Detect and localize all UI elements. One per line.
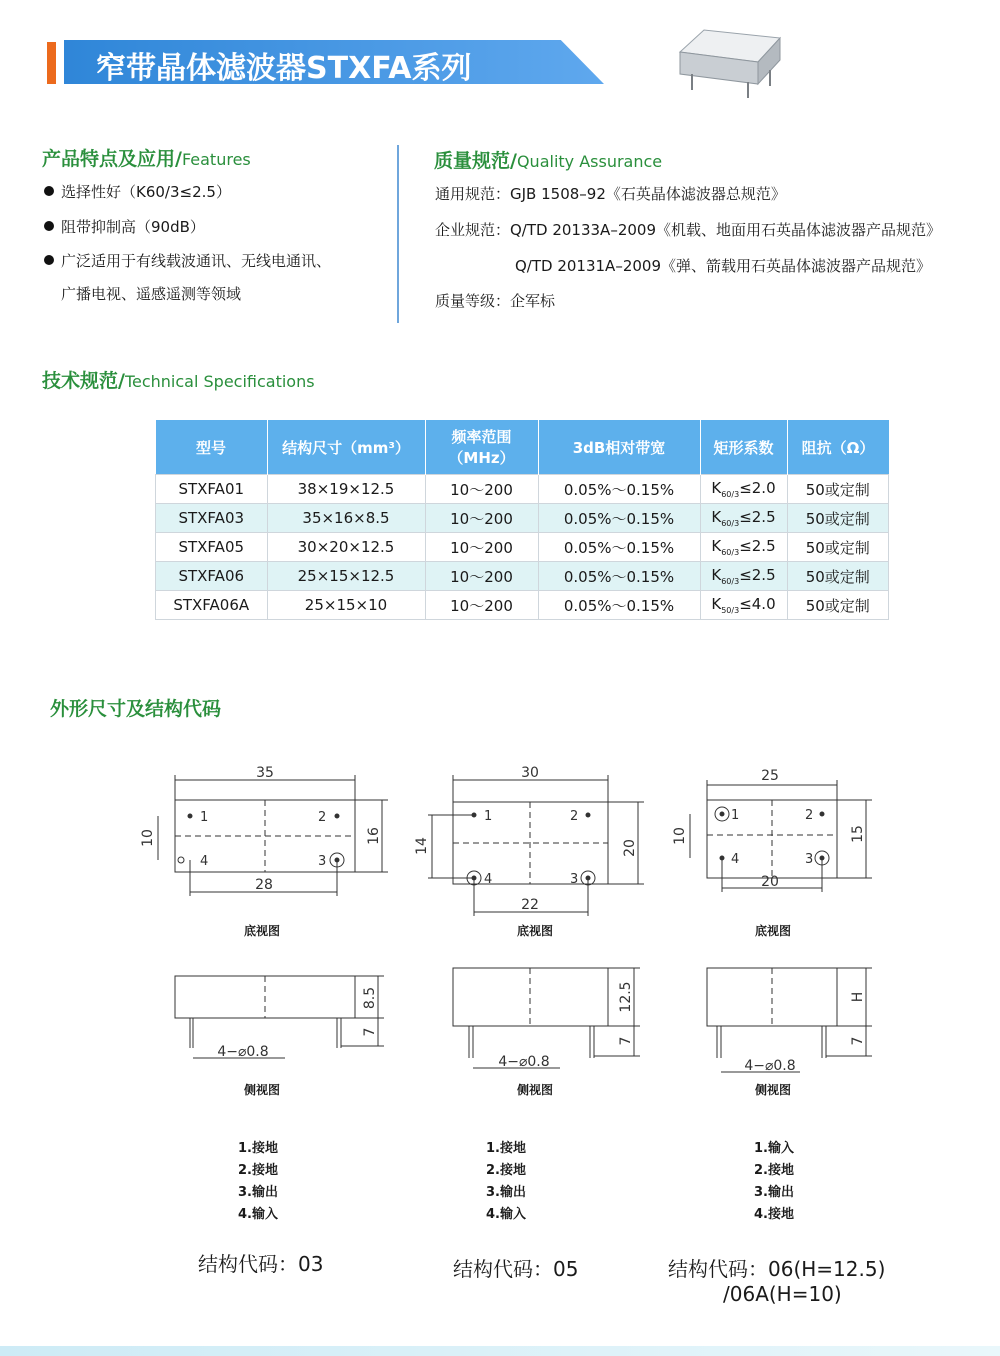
col-model: 型号 <box>156 420 268 475</box>
pin-label: 1 <box>484 809 493 824</box>
k-subscript: 60/3 <box>721 577 740 586</box>
k-value: ≤4.0 <box>739 595 776 613</box>
k-value: ≤2.5 <box>739 566 776 584</box>
structure-code-06a: /06A(H=10) <box>723 1282 842 1306</box>
dim-pin-length-06: 7 <box>850 1036 866 1046</box>
feature-text: 广泛适用于有线载波通讯、无线电通讯、 <box>61 252 332 270</box>
pin-label: 2 <box>570 809 579 824</box>
pin-label: 3 <box>318 854 327 869</box>
table-row <box>156 562 889 591</box>
tech-title-en: Technical Specifications <box>124 372 315 391</box>
bullet-icon <box>44 255 54 265</box>
pin-label: 2 <box>318 810 327 825</box>
k-symbol: K <box>711 566 722 584</box>
dim-pin-dia-05: 4−⌀0.8 <box>498 1054 550 1070</box>
side-view-05 <box>453 968 640 1070</box>
spec-table <box>155 420 889 620</box>
k-subscript: 60/3 <box>721 519 740 528</box>
k-subscript: 60/3 <box>721 490 740 499</box>
section-divider <box>397 145 399 323</box>
features-title <box>42 144 251 171</box>
quality-line: 质量等级：企军标 <box>435 292 556 310</box>
tech-title-cn: 技术规范/ <box>42 370 125 392</box>
footer-stripe <box>0 1346 1000 1356</box>
pin-def: 3.输出 <box>238 1185 278 1200</box>
structure-code-05: 结构代码：05 <box>453 1257 579 1281</box>
dim-pin-span-h-05: 22 <box>521 897 539 913</box>
feature-item <box>44 216 205 237</box>
cell-frequency: 10～200 <box>425 562 538 591</box>
dim-pin-span-v-03: 10 <box>140 829 156 847</box>
feature-item: 广播电视、遥感遥测等领域 <box>61 285 242 303</box>
bottom-view-05 <box>414 765 644 916</box>
pin-label: 1 <box>731 808 740 823</box>
cell-impedance: 50或定制 <box>787 475 889 504</box>
cell-shape-factor <box>700 504 787 533</box>
cell-model: STXFA03 <box>156 504 268 533</box>
bottom-view-06 <box>672 768 872 892</box>
k-value: ≤2.5 <box>739 537 776 555</box>
side-view-caption: 侧视图 <box>244 1083 281 1097</box>
cell-bandwidth: 0.05%～0.15% <box>538 475 700 504</box>
cell-size: 38×19×12.5 <box>267 475 425 504</box>
k-value: ≤2.5 <box>739 508 776 526</box>
cell-size: 25×15×12.5 <box>267 562 425 591</box>
cell-model: STXFA05 <box>156 533 268 562</box>
structure-code-06: 结构代码：06(H=12.5) <box>668 1257 886 1281</box>
dim-body-height-05: 12.5 <box>618 981 634 1013</box>
k-subscript: 60/3 <box>721 548 740 557</box>
k-symbol: K <box>711 508 722 526</box>
k-symbol: K <box>711 595 722 613</box>
cell-shape-factor <box>700 562 787 591</box>
col-frequency <box>425 420 538 475</box>
cell-bandwidth: 0.05%～0.15% <box>538 591 700 620</box>
pin-label: 1 <box>200 810 209 825</box>
pin-label: 4 <box>731 852 740 867</box>
cell-model: STXFA06A <box>156 591 268 620</box>
quality-title <box>434 146 662 173</box>
k-value: ≤2.0 <box>739 479 776 497</box>
pin-def: 2.接地 <box>238 1163 278 1178</box>
features-title-en: Features <box>181 150 251 169</box>
dim-pin-length-05: 7 <box>618 1036 634 1046</box>
cell-shape-factor <box>700 475 787 504</box>
k-symbol: K <box>711 479 722 497</box>
dim-width-05: 30 <box>521 765 539 781</box>
col-frequency-line2: （MHz） <box>448 449 515 467</box>
cell-frequency: 10～200 <box>425 475 538 504</box>
pin-label: 3 <box>805 852 814 867</box>
side-view-06 <box>707 968 872 1074</box>
pin-def: 3.输出 <box>754 1185 794 1200</box>
side-view-caption: 侧视图 <box>517 1083 554 1097</box>
side-view-03 <box>175 976 384 1060</box>
pin-def: 1.接地 <box>238 1141 278 1156</box>
col-impedance: 阻抗（Ω） <box>787 420 889 475</box>
col-size: 结构尺寸（mm³） <box>267 420 425 475</box>
pin-def: 4.输入 <box>486 1207 526 1222</box>
feature-text: 阻带抑制高（90dB） <box>61 218 205 236</box>
dim-width-03: 35 <box>256 765 274 781</box>
features-title-cn: 产品特点及应用/ <box>42 148 182 170</box>
cell-bandwidth: 0.05%～0.15% <box>538 562 700 591</box>
cell-size: 30×20×12.5 <box>267 533 425 562</box>
structure-code-03: 结构代码：03 <box>198 1252 324 1276</box>
dim-height-03: 16 <box>366 827 382 845</box>
k-symbol: K <box>711 537 722 555</box>
product-image <box>676 24 788 102</box>
dim-body-height-06: H <box>850 991 866 1003</box>
pin-label: 3 <box>570 872 579 887</box>
quality-title-cn: 质量规范/ <box>434 150 517 172</box>
dim-pin-dia-03: 4−⌀0.8 <box>217 1044 269 1060</box>
pin-def: 4.接地 <box>754 1207 794 1222</box>
dim-pin-span-h-06: 20 <box>761 874 779 890</box>
side-view-caption: 侧视图 <box>755 1083 792 1097</box>
pin-def: 1.接地 <box>486 1141 526 1156</box>
cell-impedance: 50或定制 <box>787 504 889 533</box>
dim-pin-dia-06: 4−⌀0.8 <box>744 1058 796 1074</box>
quality-line: Q/TD 20131A–2009《弹、箭载用石英晶体滤波器产品规范》 <box>515 257 931 275</box>
dim-height-06: 15 <box>850 825 866 843</box>
cell-frequency: 10～200 <box>425 504 538 533</box>
title-accent-bar <box>47 42 56 84</box>
pin-label: 4 <box>200 854 209 869</box>
cell-impedance: 50或定制 <box>787 562 889 591</box>
page-title: 窄带晶体滤波器STXFA系列 <box>96 51 472 86</box>
feature-item <box>44 250 331 271</box>
cell-model: STXFA06 <box>156 562 268 591</box>
tech-title <box>42 366 315 393</box>
dim-pin-span-v-05: 14 <box>414 837 430 855</box>
table-row <box>156 533 889 562</box>
cell-bandwidth: 0.05%～0.15% <box>538 504 700 533</box>
dimension-drawings <box>0 740 1000 1120</box>
dim-pin-span-v-06: 10 <box>672 827 688 845</box>
cell-impedance: 50或定制 <box>787 533 889 562</box>
pin-def: 2.接地 <box>754 1163 794 1178</box>
quality-title-en: Quality Assurance <box>516 152 663 171</box>
dims-title: 外形尺寸及结构代码 <box>50 698 222 720</box>
dim-body-height-03: 8.5 <box>362 986 378 1010</box>
col-shape-factor: 矩形系数 <box>700 420 787 475</box>
bottom-view-03 <box>140 765 388 896</box>
pin-label: 2 <box>805 808 814 823</box>
pin-def: 4.输入 <box>238 1207 278 1222</box>
feature-item <box>44 181 231 202</box>
bullet-icon <box>44 221 54 231</box>
quality-line: 企业规范：Q/TD 20133A–2009《机载、地面用石英晶体滤波器产品规范》 <box>435 221 941 239</box>
col-bandwidth: 3dB相对带宽 <box>538 420 700 475</box>
cell-size: 35×16×8.5 <box>267 504 425 533</box>
cell-size: 25×15×10 <box>267 591 425 620</box>
dim-height-05: 20 <box>622 839 638 857</box>
pin-def: 1.输入 <box>754 1141 794 1156</box>
dim-width-06: 25 <box>761 768 779 784</box>
cell-shape-factor <box>700 591 787 620</box>
pin-def: 3.输出 <box>486 1185 526 1200</box>
pin-def: 2.接地 <box>486 1163 526 1178</box>
pin-list-03 <box>238 1138 278 1226</box>
table-header-row <box>156 420 889 475</box>
cell-model: STXFA01 <box>156 475 268 504</box>
quality-line: 通用规范：GJB 1508–92《石英晶体滤波器总规范》 <box>435 185 786 203</box>
bottom-view-caption: 底视图 <box>755 924 792 938</box>
feature-text: 选择性好（K60/3≤2.5） <box>61 183 231 201</box>
pin-list-05 <box>486 1138 526 1226</box>
cell-bandwidth: 0.05%～0.15% <box>538 533 700 562</box>
bullet-icon <box>44 186 54 196</box>
k-subscript: 50/3 <box>721 606 740 615</box>
col-frequency-line1: 频率范围 <box>451 428 512 446</box>
cell-frequency: 10～200 <box>425 591 538 620</box>
table-row <box>156 475 889 504</box>
cell-frequency: 10～200 <box>425 533 538 562</box>
table-row <box>156 504 889 533</box>
pin-label: 4 <box>484 872 493 887</box>
cell-shape-factor <box>700 533 787 562</box>
bottom-view-caption: 底视图 <box>517 924 554 938</box>
dim-pin-length-03: 7 <box>362 1027 378 1037</box>
bottom-view-caption: 底视图 <box>244 924 281 938</box>
pin-list-06 <box>754 1138 794 1226</box>
cell-impedance: 50或定制 <box>787 591 889 620</box>
table-row <box>156 591 889 620</box>
dim-pin-span-h-03: 28 <box>255 877 273 893</box>
